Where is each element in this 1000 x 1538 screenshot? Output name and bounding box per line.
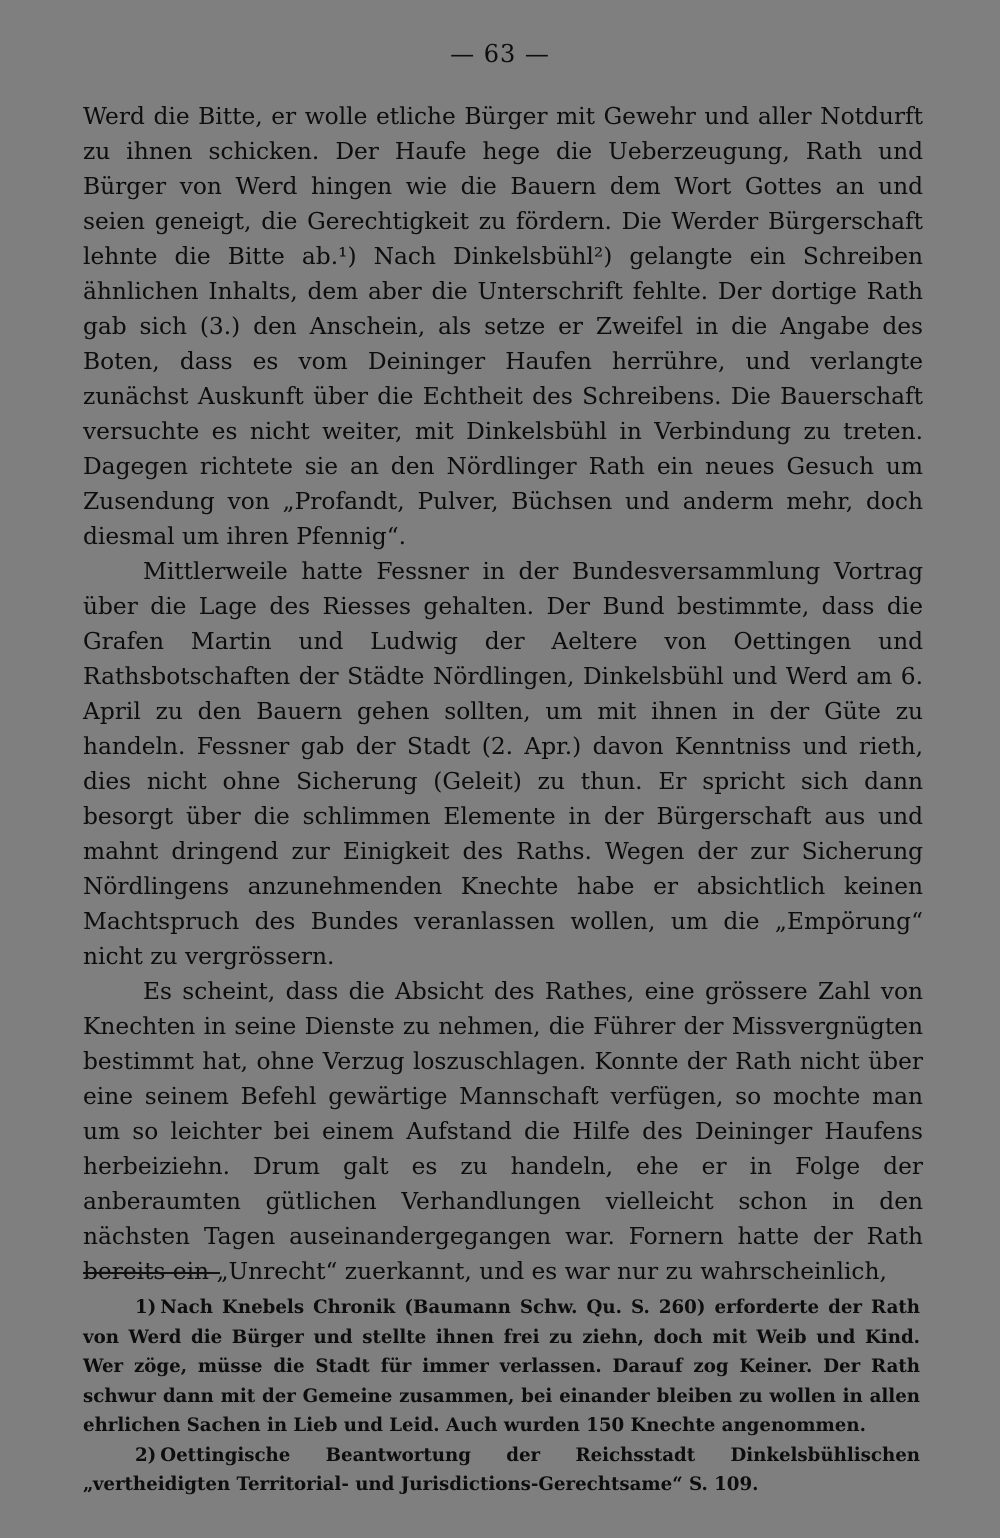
paragraph-2: Mittlerweile hatte Fessner in der Bundesversammlung Vortrag über die Lage des Riesses gehalten. Der Bund bestimmte, dass die Grafen Martin und Ludwig der Aeltere von Oettingen und Rathsbotschaften der Städte Nördlingen, Dinkelsbühl und Werd am 6. April zu den Bauern gehen sollten, um mit ihnen in der Güte zu handeln. Fessner gab der Stadt (2. Apr.) davon Kenntniss und rieth, dies nicht ohne Sicherung (Geleit) zu thun. Er spricht sich dann besorgt über die schlimmen Elemente in der Bürgerschaft aus und mahnt dringend zur Einigkeit des Raths. Wegen der zur Sicherung Nördlingens anzunehmenden Knechte habe er absichtlich keinen Machtspruch des Bundes veranlassen wollen, um die „Empörung“ nicht zu vergrössern. [83, 558, 923, 970]
footnote-marker: 2) [135, 1444, 157, 1466]
footnote-1 [83, 1293, 920, 1441]
paragraph-1: Werd die Bitte, er wolle etliche Bürger mit Gewehr und aller Notdurft zu ihnen schicken. Der Haufe hege die Ueberzeugung, Rath und Bürger von Werd hingen wie die Bauern dem Wort Gottes an und seien geneigt, die Gerechtigkeit zu fördern. Die Werder Bürgerschaft lehnte die Bitte ab.¹) Nach Dinkelsbühl²) gelangte ein Schreiben ähnlichen Inhalts, dem aber die Unterschrift fehlte. Der dortige Rath gab sich (3.) den Anschein, als setze er Zweifel in die Angabe des Boten, dass es vom Deininger Haufen herrühre, und verlangte zunächst Auskunft über die Echtheit des Schreibens. Die Bauerschaft versuchte es nicht weiter, mit Dinkelsbühl in Verbindung zu treten. Dagegen richtete sie an den Nördlinger Rath ein neues Gesuch um Zusendung von „Profandt, Pulver, Büchsen und anderm mehr, doch diesmal um ihren Pfennig“. [83, 103, 923, 550]
footnotes [83, 1293, 920, 1500]
footnote-text: Nach Knebels Chronik (Baumann Schw. Qu. S. 260) erforderte der Rath von Werd die Bürger und stellte ihnen frei zu ziehn, doch mit Weib und Kind. Wer zöge, müsse die Stadt für immer verlassen. Darauf zog Keiner. Der Rath schwur dann mit der Gemeine zusammen, bei einander bleiben zu wollen in allen ehrlichen Sachen in Lieb und Leid. Auch wurden 150 Knechte angenommen. [83, 1297, 920, 1436]
paragraph-3: Es scheint, dass die Absicht des Rathes, eine grössere Zahl von Knechten in seine Dienste zu nehmen, die Führer der Missvergnügten bestimmt hat, ohne Verzug loszuschlagen. Konnte der Rath nicht über eine seinem Befehl gewärtige Mannschaft verfügen, so mochte man um so leichter bei einem Aufstand die Hilfe des Deininger Haufens herbeiziehn. Drum galt es zu handeln, ehe er in Folge der anberaumten gütlichen Verhandlungen vielleicht schon in den nächsten Tagen auseinandergegangen war. Fornern hatte der Rath bereits ein „Unrecht“ zuerkannt, und es war nur zu wahrscheinlich, [83, 978, 923, 1285]
page-number: — 63 — [450, 40, 550, 68]
footnote-text: Oettingische Beantwortung der Reichsstadt Dinkelsbühlischen „vertheidigten Territorial- und Jurisdictions-Gerechtsame“ S. 109. [83, 1444, 920, 1495]
main-text [83, 99, 923, 1289]
footnote-marker: 1) [135, 1297, 157, 1318]
footnote-separator [83, 1272, 220, 1274]
footnote-2 [83, 1441, 920, 1500]
